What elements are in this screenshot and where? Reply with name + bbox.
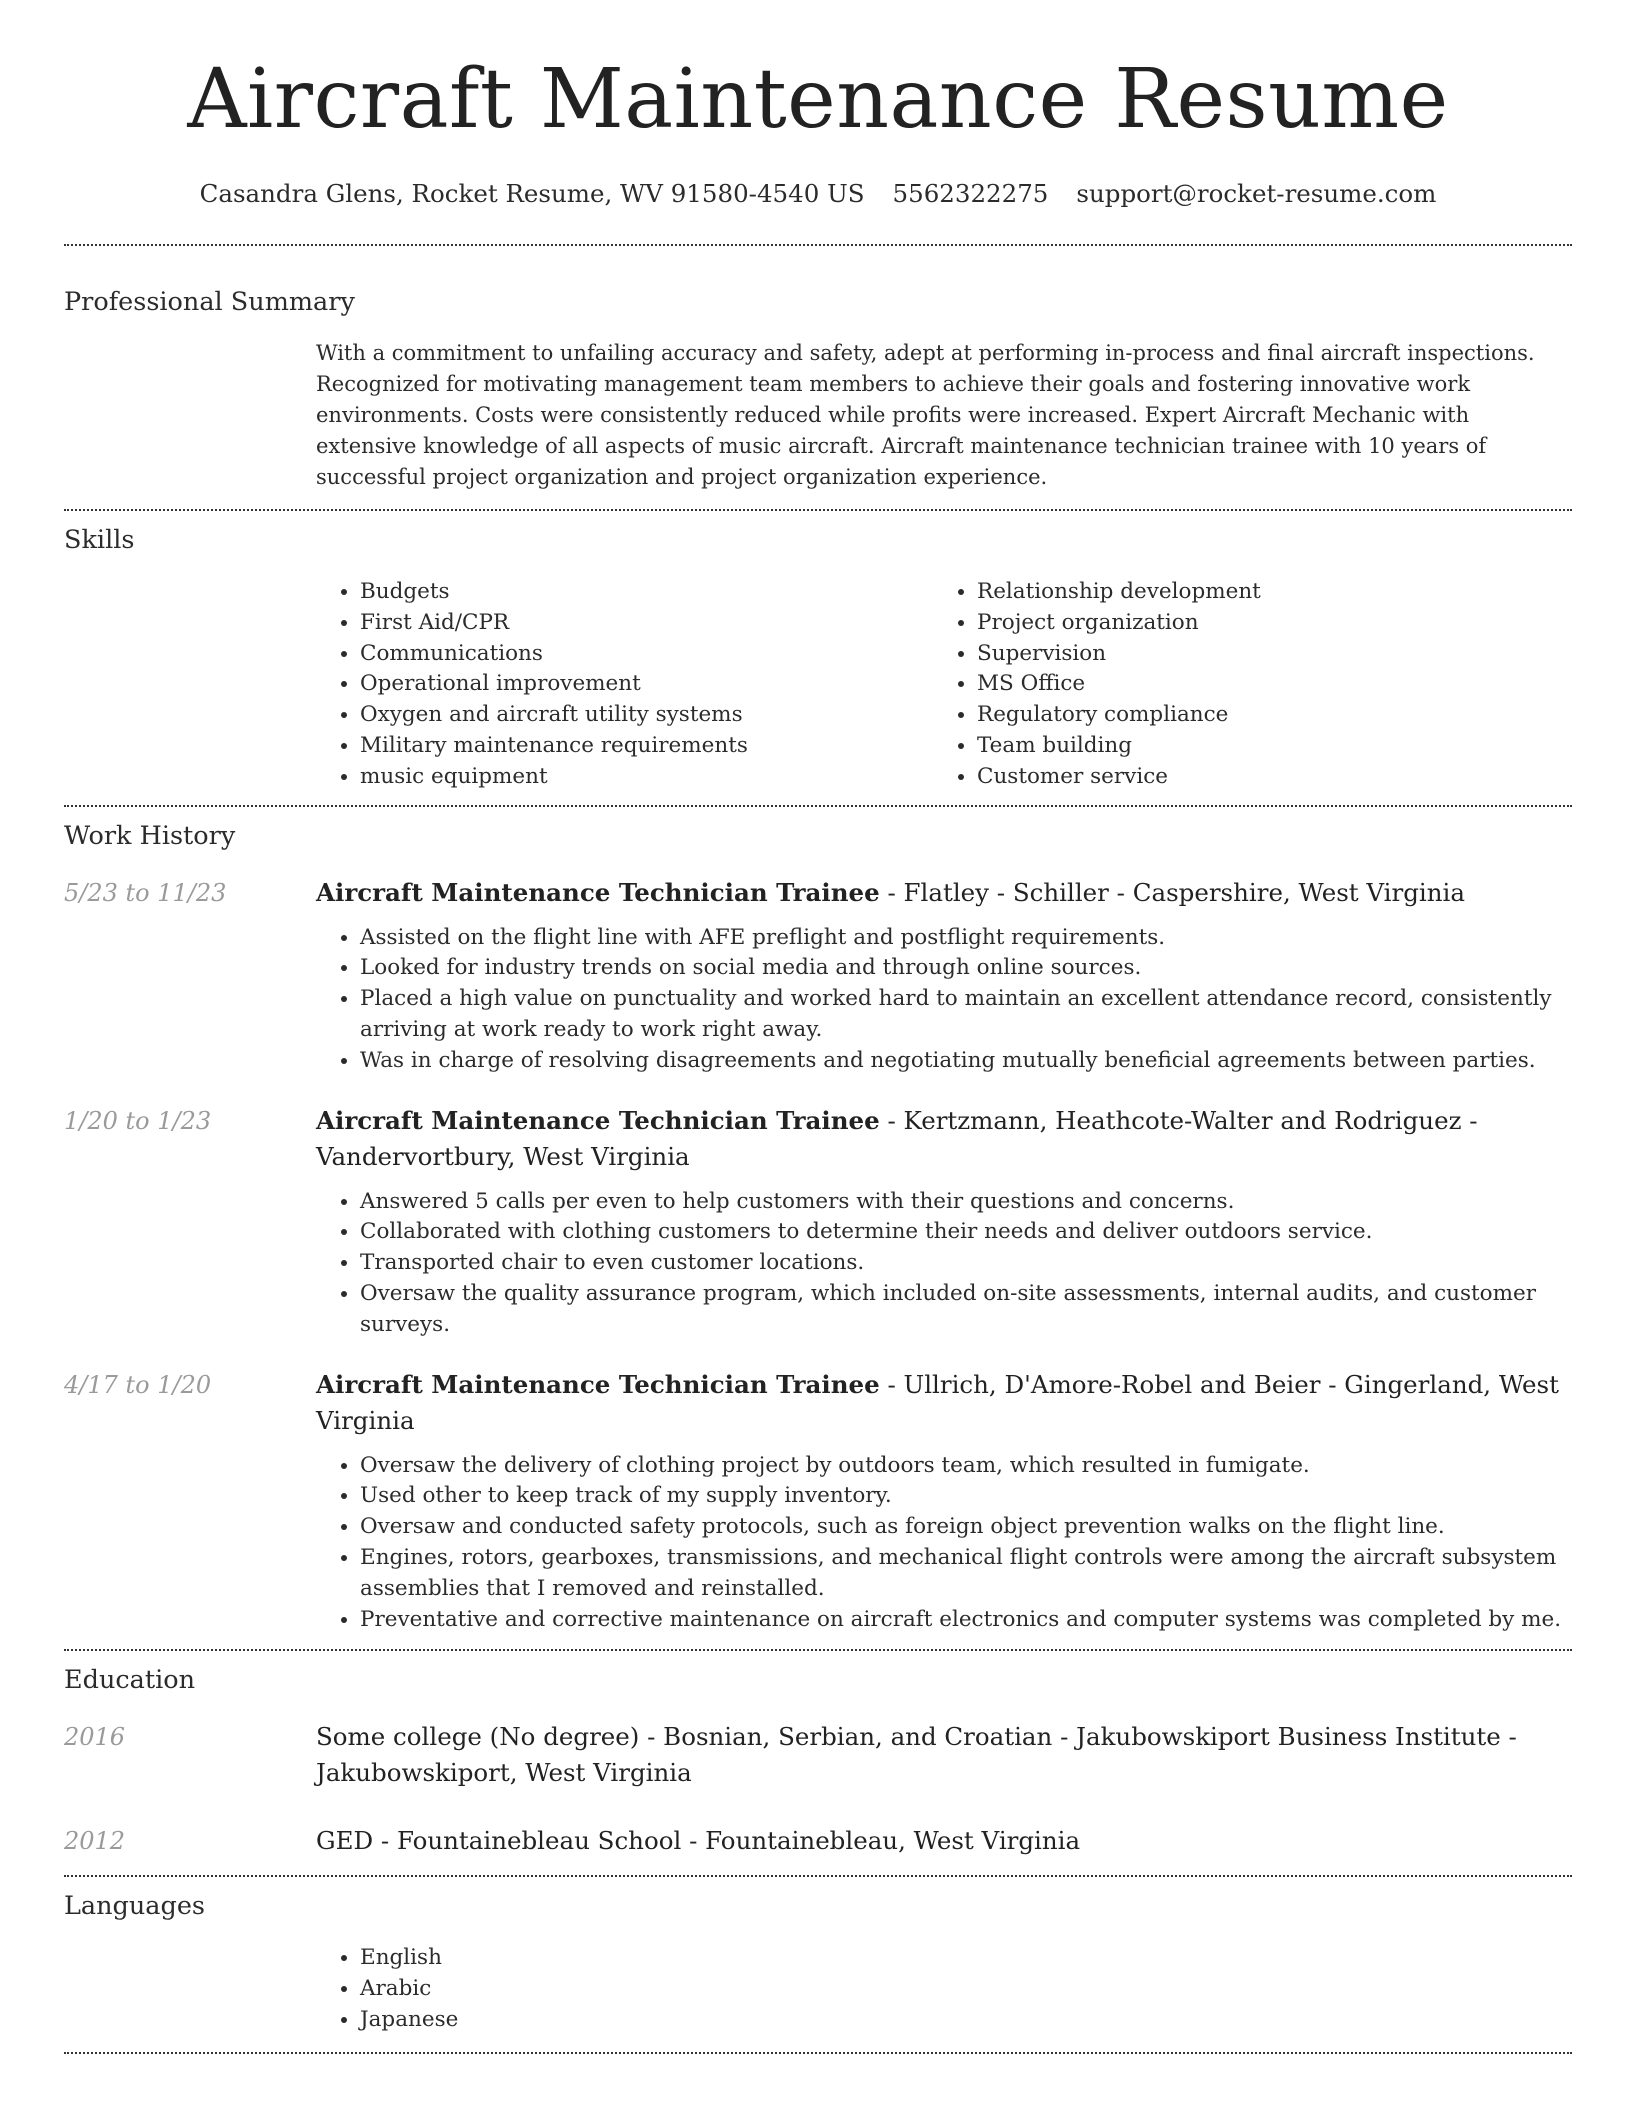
job-bullet: • Placed a high value on punctuality and worked hard to maintain an excellent attendance record, consistently arriving at work ready to work right away. [360, 984, 1572, 1046]
job-bullet: • Looked for industry trends on social media and through online sources. [360, 953, 1572, 984]
job-details: - Flatley - Schiller - Caspershire, West Virginia [879, 877, 1465, 907]
skill-item: • Oxygen and aircraft utility systems [360, 700, 933, 731]
skill-item: • Relationship development [977, 577, 1550, 608]
job-title [316, 1103, 1572, 1175]
education-entry [64, 1823, 1572, 1859]
job-bullet: • Answered 5 calls per even to help customers with their questions and concerns. [360, 1187, 1572, 1218]
job-bullets [316, 1187, 1572, 1341]
contact-line [64, 178, 1572, 210]
divider [64, 1875, 1572, 1877]
resume-page [64, 0, 1572, 2054]
contact-address: Casandra Glens, Rocket Resume, WV 91580-4540 US [199, 179, 865, 208]
job-bullet: • Preventative and corrective maintenance on aircraft electronics and computer systems was completed by me. [360, 1605, 1572, 1636]
resume-title: Aircraft Maintenance Resume [187, 52, 1449, 147]
skills-column-right [933, 577, 1550, 793]
language-item: • Arabic [360, 1974, 1572, 2005]
job-bullet: • Oversaw the delivery of clothing project by outdoors team, which resulted in fumigate. [360, 1451, 1572, 1482]
contact-email: support@rocket-resume.com [1076, 179, 1437, 208]
job-bullets [316, 923, 1572, 1077]
job-entry [64, 1103, 1572, 1341]
skill-item: • First Aid/CPR [360, 608, 933, 639]
languages-list [316, 1943, 1572, 2035]
education-section [64, 1663, 1572, 1859]
skills-section [64, 523, 1572, 793]
divider [64, 1649, 1572, 1651]
education-details: GED - Fountainebleau School - Fountainebleau, West Virginia [316, 1826, 1081, 1856]
education-year: 2016 [64, 1723, 126, 1752]
job-title [316, 1367, 1572, 1439]
section-heading-work: Work History [64, 820, 236, 851]
summary-section [64, 285, 1572, 493]
job-dates: 4/17 to 1/20 [64, 1370, 212, 1399]
skill-item: • Regulatory compliance [977, 700, 1550, 731]
skills-grid [316, 577, 1572, 793]
languages-section [64, 1889, 1572, 2035]
summary-text: With a commitment to unfailing accuracy and safety, adept at performing in-process and final aircraft inspections. Recognized for motivating management team members to achieve their goals and fostering innovative work environments. Costs were consistently reduced while profits were increased. Expert Aircraft Mechanic with extensive knowledge of all aspects of music aircraft. Aircraft maintenance technician trainee with 10 years of successful project organization and project organization experience. [316, 341, 1535, 489]
job-entry [64, 875, 1572, 1077]
job-bullet: • Oversaw the quality assurance program, which included on-site assessments, internal audits, and customer surveys. [360, 1279, 1572, 1341]
work-section [64, 819, 1572, 1636]
skill-item: • Communications [360, 639, 933, 670]
skills-list-left [316, 577, 933, 793]
job-bullet: • Oversaw and conducted safety protocols, such as foreign object prevention walks on the flight line. [360, 1512, 1572, 1543]
job-role: Aircraft Maintenance Technician Trainee [316, 877, 880, 907]
job-bullet: • Transported chair to even customer locations. [360, 1248, 1572, 1279]
divider [64, 2052, 1572, 2054]
section-heading-education: Education [64, 1665, 196, 1696]
job-details: - Kertzmann, Heathcote-Walter and Rodriguez - Vandervortbury, West Virginia [316, 1105, 1478, 1171]
job-dates: 1/20 to 1/23 [64, 1106, 212, 1135]
job-bullet: • Assisted on the flight line with AFE preflight and postflight requirements. [360, 923, 1572, 954]
job-role: Aircraft Maintenance Technician Trainee [316, 1105, 880, 1135]
job-bullets [316, 1451, 1572, 1636]
language-item: • English [360, 1943, 1572, 1974]
education-entry [64, 1719, 1572, 1791]
job-bullet: • Was in charge of resolving disagreements and negotiating mutually beneficial agreements between parties. [360, 1046, 1572, 1077]
job-role: Aircraft Maintenance Technician Trainee [316, 1369, 880, 1399]
skill-item: • Operational improvement [360, 669, 933, 700]
job-bullet: • Collaborated with clothing customers to determine their needs and deliver outdoors service. [360, 1217, 1572, 1248]
job-bullet: • Used other to keep track of my supply inventory. [360, 1481, 1572, 1512]
skill-item: • Supervision [977, 639, 1550, 670]
skill-item: • Military maintenance requirements [360, 731, 933, 762]
divider [64, 805, 1572, 807]
job-bullet: • Engines, rotors, gearboxes, transmissions, and mechanical flight controls were among the aircraft subsystem assemblies that I removed and reinstalled. [360, 1543, 1572, 1605]
job-dates: 5/23 to 11/23 [64, 878, 227, 907]
language-item: • Japanese [360, 2005, 1572, 2036]
divider [64, 244, 1572, 246]
skill-item: • Project organization [977, 608, 1550, 639]
contact-phone: 5562322275 [892, 179, 1049, 208]
job-details: - Ullrich, D'Amore-Robel and Beier - Gingerland, West Virginia [316, 1369, 1559, 1435]
section-heading-skills: Skills [64, 525, 135, 555]
skills-column-left [316, 577, 933, 793]
education-year: 2012 [64, 1827, 126, 1856]
section-heading-summary: Professional Summary [64, 287, 355, 317]
skills-list-right [933, 577, 1550, 793]
job-entry [64, 1367, 1572, 1636]
skill-item: • MS Office [977, 669, 1550, 700]
section-heading-languages: Languages [64, 1891, 206, 1922]
skill-item: • Team building [977, 731, 1550, 762]
education-details: Some college (No degree) - Bosnian, Serbian, and Croatian - Jakubowskiport Business Institute - Jakubowskiport, West Virginia [316, 1722, 1517, 1788]
skill-item: • Customer service [977, 762, 1550, 793]
skill-item: • music equipment [360, 762, 933, 793]
skill-item: • Budgets [360, 577, 933, 608]
divider [64, 509, 1572, 511]
job-title [316, 875, 1572, 911]
